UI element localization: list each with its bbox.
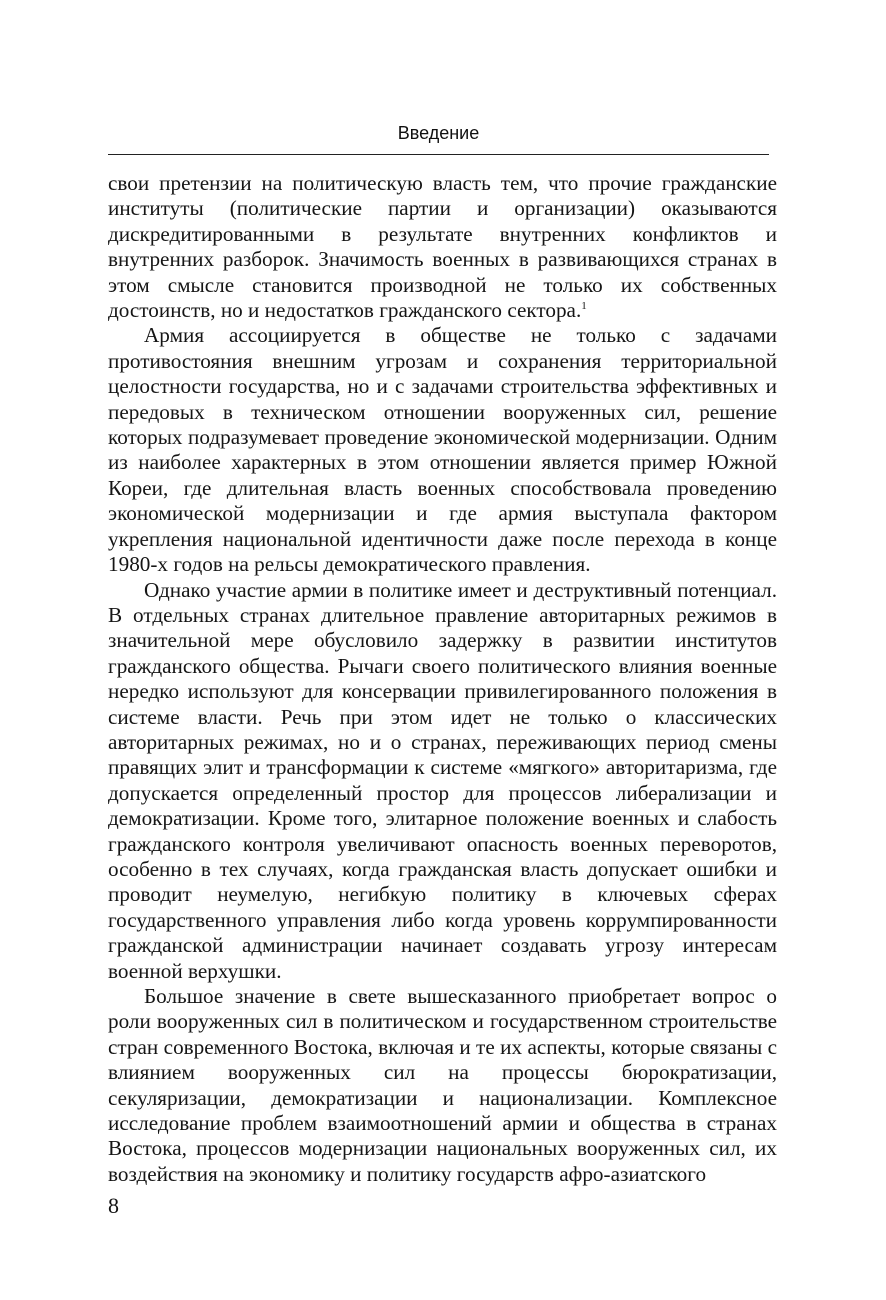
header-rule <box>108 154 769 155</box>
paragraph <box>108 171 777 323</box>
footnote-ref: 1 <box>581 300 587 313</box>
body-text <box>108 171 777 1187</box>
paragraph-text: свои претензии на политическую власть тем, что прочие гражданские институты (политические партии и организации) оказываются дискредитированными в результате внутренних конфликтов и внутренних разборок. Значимость военных в развивающихся странах в этом смысле становится производной не только их собственных достоинств, но и недостатков гражданского сектора. <box>108 171 777 323</box>
paragraph: Армия ассоциируется в обществе не только с задачами противостояния внешним угрозам и сохранения территориальной целостности государства, но и с задачами строительства эффективных и передовых в техническом отношении вооруженных сил, решение которых подразумевает проведение экономической модернизации. Одним из наиболее характерных в этом отношении является пример Южной Кореи, где длительная власть военных способствовала проведению экономической модернизации и где армия выступала фактором укрепления национальной идентичности даже после перехода в конце 1980-х годов на рельсы демократического правления. <box>108 323 777 577</box>
running-head: Введение <box>397 123 480 143</box>
paragraph: Однако участие армии в политике имеет и деструктивный потенциал. В отдельных странах длительное правление авторитарных режимов в значительной мере обусловило задержку в развитии институтов гражданского общества. Рычаги своего политического влияния военные нередко используют для консервации привилегированного положения в системе власти. Речь при этом идет не только о классических авторитарных режимах, но и о странах, переживающих период смены правящих элит и трансформации к системе «мягкого» авторитаризма, где допускается определенный простор для процессов либерализации и демократизации. Кроме того, элитарное положение военных и слабость гражданского контроля увеличивают опасность военных переворотов, особенно в тех случаях, когда гражданская власть допускает ошибки и проводит неумелую, негибкую политику в ключевых сферах государственного управления либо когда уровень коррумпированности гражданской администрации начинает создавать угрозу интересам военной верхушки. <box>108 577 777 983</box>
page-number: 8 <box>108 1193 119 1218</box>
paragraph: Большое значение в свете вышесказанного приобретает вопрос о роли вооруженных сил в политическом и государственном строительстве стран современного Востока, включая и те их аспекты, которые связаны с влиянием вооруженных сил на процессы бюрократизации, секуляризации, демократизации и национализации. Комплексное исследование проблем взаимоотношений армии и общества в странах Востока, процессов модернизации национальных вооруженных сил, их воздействия на экономику и политику государств афро-азиатского <box>108 984 777 1186</box>
